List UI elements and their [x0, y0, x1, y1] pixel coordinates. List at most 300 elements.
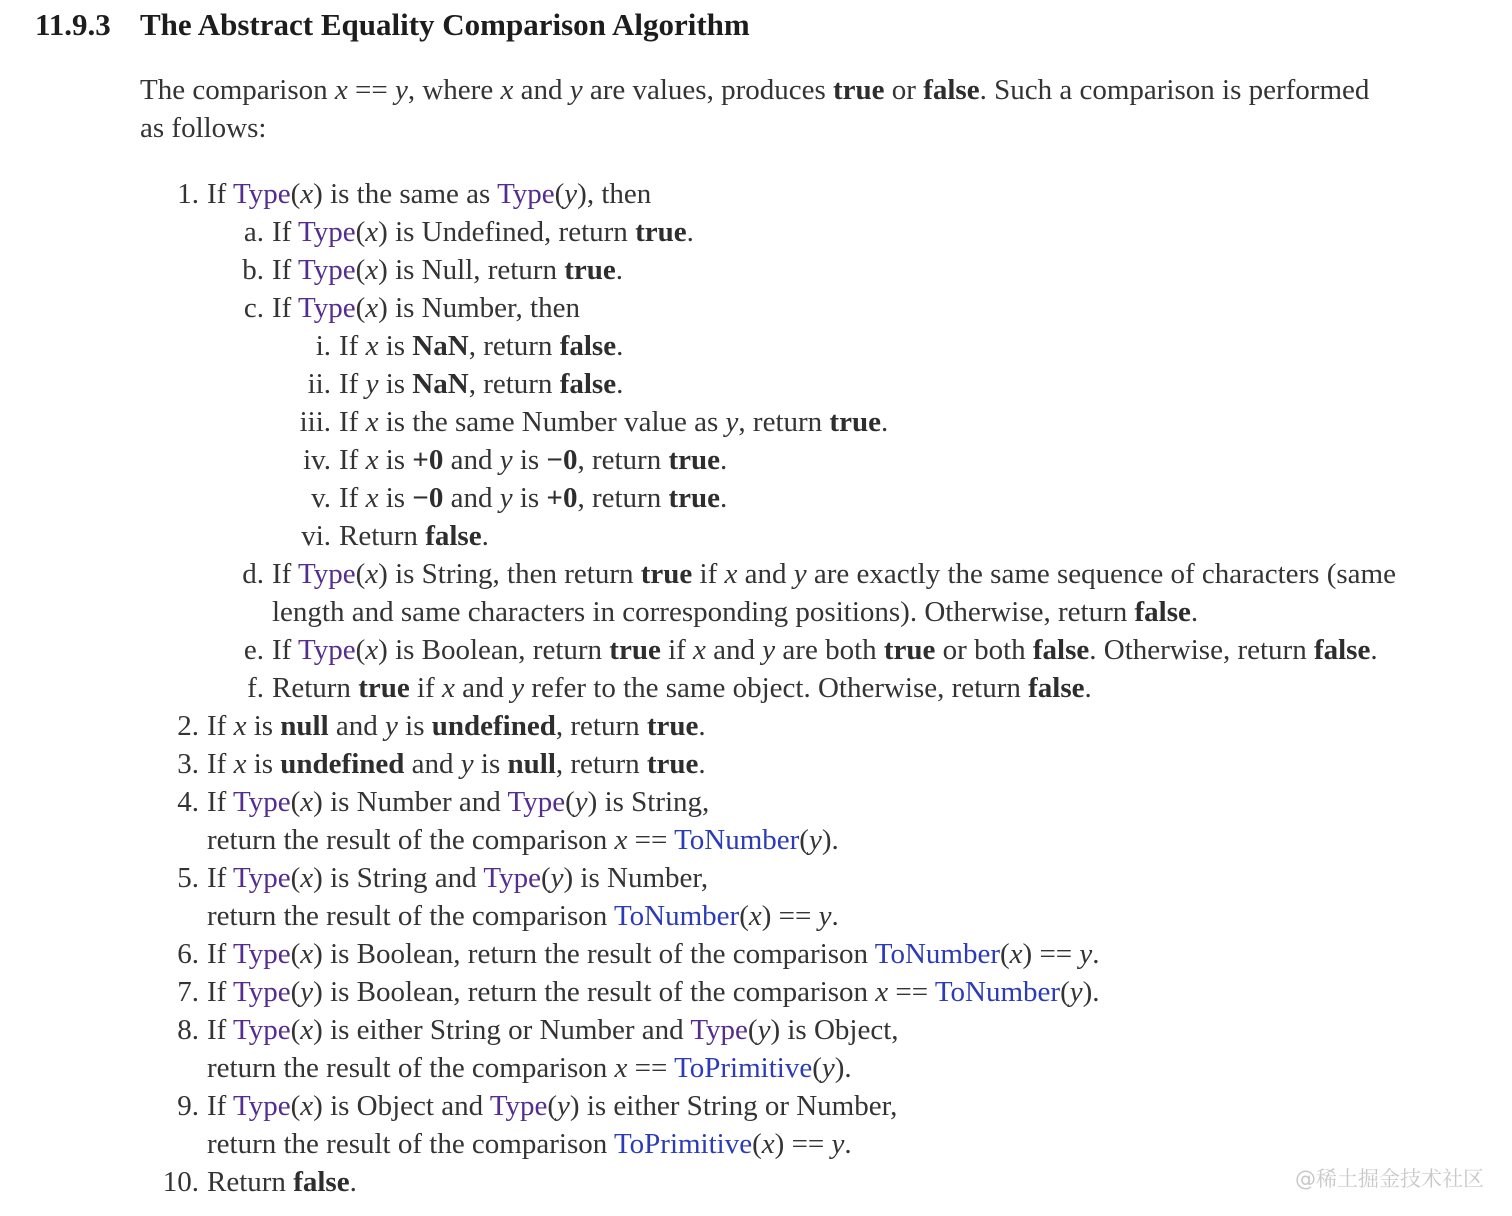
- list-item-1c: [207, 289, 1478, 555]
- list-marker-7: 7.: [177, 976, 199, 1008]
- text-span: return the result of the comparison: [207, 824, 615, 856]
- text-span: as follows:: [140, 112, 267, 144]
- text-span: .: [880, 406, 889, 438]
- list-marker-8: 8.: [177, 1014, 199, 1046]
- text-line: [207, 821, 1478, 859]
- text-line: [339, 517, 1478, 555]
- variable-span: x: [614, 1052, 628, 1084]
- type-link[interactable]: Type: [233, 1014, 291, 1046]
- text-span: .: [616, 368, 624, 400]
- text-span: If: [339, 444, 366, 476]
- type-link[interactable]: Type: [298, 254, 356, 286]
- text-span: is: [378, 444, 413, 476]
- text-span: and: [705, 634, 763, 666]
- text-span: is: [512, 482, 547, 514]
- type-link[interactable]: Type: [233, 1090, 291, 1122]
- keyword-span: undefined: [280, 748, 405, 780]
- variable-span: x: [614, 824, 628, 856]
- text-span: is: [473, 748, 508, 780]
- text-span: and: [737, 558, 794, 590]
- text-span: If: [272, 558, 299, 590]
- text-span: , return: [468, 368, 560, 400]
- text-line: [207, 1087, 1478, 1125]
- variable-span: y: [762, 634, 776, 666]
- keyword-span: undefined: [431, 710, 556, 742]
- text-span: is: [246, 710, 281, 742]
- toprimitive-link[interactable]: ToPrimitive: [613, 1128, 753, 1160]
- variable-span: x: [365, 254, 379, 286]
- keyword-span: +0: [412, 444, 444, 476]
- text-span: .: [698, 748, 706, 780]
- text-span: (: [999, 938, 1010, 970]
- text-span: (: [290, 1014, 301, 1046]
- variable-span: y: [550, 862, 564, 894]
- text-line: [207, 175, 1478, 213]
- text-line: [272, 593, 1478, 631]
- variable-span: x: [300, 786, 314, 818]
- text-line: [272, 631, 1478, 669]
- text-span: , return: [555, 748, 647, 780]
- list-item-4: [140, 783, 1478, 859]
- variable-span: y: [818, 900, 832, 932]
- text-span: .: [1370, 634, 1378, 666]
- type-link[interactable]: Type: [489, 1090, 548, 1122]
- list-item-1c-vi: [272, 517, 1478, 555]
- list-item-1e: [207, 631, 1478, 669]
- list-marker-9: 9.: [177, 1090, 199, 1122]
- list-item-1c-i: [272, 327, 1478, 365]
- list-item-content: [207, 707, 1478, 745]
- text-span: (: [290, 1090, 301, 1122]
- variable-span: y: [808, 824, 822, 856]
- variable-span: x: [748, 900, 762, 932]
- keyword-span: true: [833, 74, 885, 106]
- list-item-8: [140, 1011, 1478, 1087]
- keyword-span: NaN: [412, 368, 469, 400]
- variable-span: x: [365, 216, 379, 248]
- text-span: return the result of the comparison: [207, 900, 614, 932]
- text-span: (: [799, 824, 809, 856]
- text-span: (: [547, 1090, 558, 1122]
- text-line: [272, 251, 1478, 289]
- variable-span: y: [831, 1128, 845, 1160]
- variable-span: x: [300, 178, 314, 210]
- text-span: or: [884, 74, 924, 106]
- text-span: If: [272, 634, 299, 666]
- text-span: (: [355, 216, 366, 248]
- variable-span: x: [875, 976, 889, 1008]
- variable-span: x: [300, 1014, 314, 1046]
- keyword-span: true: [883, 634, 936, 666]
- text-span: ) is Number,: [563, 862, 709, 894]
- text-span: if: [660, 634, 694, 666]
- text-span: ) is Boolean, return the result of the comparison: [313, 976, 876, 1008]
- list-marker-2: 2.: [177, 710, 199, 742]
- text-span: ) is either String or Number and: [313, 1014, 691, 1046]
- text-span: is: [378, 482, 413, 514]
- list-item-content: [272, 213, 1478, 251]
- list-item-content: [207, 1087, 1478, 1163]
- text-span: ) is String,: [587, 786, 710, 818]
- text-span: (: [290, 178, 301, 210]
- list-marker-10: 10.: [162, 1166, 199, 1198]
- text-span: (: [355, 634, 366, 666]
- keyword-span: true: [564, 254, 616, 286]
- type-link[interactable]: Type: [233, 938, 291, 970]
- text-span: , return: [738, 406, 830, 438]
- text-span: , return: [468, 330, 560, 362]
- variable-span: x: [365, 406, 379, 438]
- text-span: If: [207, 1090, 234, 1122]
- text-span: If: [207, 786, 234, 818]
- type-link[interactable]: Type: [690, 1014, 748, 1046]
- text-span: (: [812, 1052, 822, 1084]
- keyword-span: true: [646, 748, 699, 780]
- text-span: and: [454, 672, 512, 704]
- text-span: (: [355, 254, 366, 286]
- section-number: 11.9.3: [35, 7, 111, 42]
- toprimitive-link[interactable]: ToPrimitive: [674, 1052, 813, 1084]
- tonumber-link[interactable]: ToNumber: [674, 824, 800, 856]
- text-span: .: [1190, 596, 1199, 628]
- variable-span: x: [441, 672, 455, 704]
- list-item-content: [272, 669, 1478, 707]
- variable-span: x: [761, 1128, 775, 1160]
- keyword-span: true: [640, 558, 693, 590]
- list-marker-3: 3.: [177, 748, 199, 780]
- variable-span: y: [365, 368, 379, 400]
- keyword-span: −0: [412, 482, 444, 514]
- variable-span: y: [757, 1014, 771, 1046]
- variable-span: y: [821, 1052, 835, 1084]
- section-heading: [0, 0, 1512, 45]
- text-span: .: [686, 216, 694, 248]
- text-span: (: [355, 558, 366, 590]
- text-span: ==: [888, 976, 935, 1008]
- text-span: If: [272, 216, 299, 248]
- text-span: (: [540, 862, 551, 894]
- text-span: If: [272, 254, 299, 286]
- list-item-1c-v: [272, 479, 1478, 517]
- variable-span: y: [499, 444, 513, 476]
- tonumber-link[interactable]: ToNumber: [874, 938, 1000, 970]
- type-link[interactable]: Type: [233, 976, 291, 1008]
- sublist: [272, 327, 1478, 555]
- list-item-1b: [207, 251, 1478, 289]
- text-span: If: [207, 976, 234, 1008]
- text-line: [207, 1011, 1478, 1049]
- list-item-content: [207, 1011, 1478, 1087]
- text-span: (: [1060, 976, 1070, 1008]
- text-span: ) is Undefined, return: [378, 216, 636, 248]
- keyword-span: false: [1313, 634, 1371, 666]
- keyword-span: false: [293, 1166, 350, 1198]
- list-item-9: [140, 1087, 1478, 1163]
- text-line: [339, 327, 1478, 365]
- text-line: [272, 669, 1478, 707]
- keyword-span: true: [829, 406, 881, 438]
- keyword-span: false: [1028, 672, 1085, 704]
- list-item-3: [140, 745, 1478, 783]
- list-marker-1c-i: i.: [315, 330, 331, 362]
- variable-span: y: [460, 748, 474, 780]
- text-span: If: [207, 1014, 234, 1046]
- list-marker-1d: d.: [242, 558, 264, 590]
- list-item-1a: [207, 213, 1478, 251]
- text-span: If: [207, 938, 234, 970]
- list-item-content: [207, 783, 1478, 859]
- text-span: , return: [577, 444, 669, 476]
- text-span: if: [409, 672, 442, 704]
- keyword-span: null: [280, 710, 329, 742]
- text-span: ==: [627, 824, 675, 856]
- text-span: ) is Number and: [313, 786, 508, 818]
- keyword-span: null: [507, 748, 556, 780]
- text-span: (: [290, 862, 301, 894]
- variable-span: y: [300, 976, 314, 1008]
- list-marker-1c: c.: [243, 292, 264, 324]
- text-span: and: [328, 710, 386, 742]
- text-span: .: [844, 1128, 852, 1160]
- text-line: [207, 897, 1478, 935]
- list-item-content: [339, 403, 1478, 441]
- keyword-span: true: [609, 634, 661, 666]
- tonumber-link[interactable]: ToNumber: [613, 900, 740, 932]
- text-span: If: [207, 862, 234, 894]
- type-link[interactable]: Type: [233, 178, 291, 210]
- text-line: [207, 935, 1478, 973]
- text-span: ) ==: [774, 1128, 832, 1160]
- text-span: ) is either String or Number,: [569, 1090, 898, 1122]
- text-span: are both: [775, 634, 884, 666]
- list-marker-1c-ii: ii.: [307, 368, 331, 400]
- variable-span: x: [334, 74, 348, 106]
- list-item-content: [339, 479, 1478, 517]
- variable-span: y: [511, 672, 525, 704]
- variable-span: x: [233, 710, 247, 742]
- list-item-content: [339, 517, 1478, 555]
- text-span: ) ==: [761, 900, 819, 932]
- list-marker-4: 4.: [177, 786, 199, 818]
- keyword-span: false: [1032, 634, 1090, 666]
- text-span: If: [339, 482, 366, 514]
- list-marker-1: 1.: [177, 178, 199, 210]
- text-span: if: [692, 558, 725, 590]
- text-line: [207, 745, 1478, 783]
- list-marker-1c-iii: iii.: [299, 406, 331, 438]
- variable-span: x: [724, 558, 738, 590]
- list-marker-1b: b.: [242, 254, 264, 286]
- text-line: [207, 1125, 1478, 1163]
- text-span: is: [246, 748, 281, 780]
- list-marker-1c-v: v.: [311, 482, 331, 514]
- text-span: ), then: [577, 178, 652, 210]
- text-span: .: [698, 710, 706, 742]
- text-span: ) is Null, return: [378, 254, 565, 286]
- text-span: (: [355, 292, 366, 324]
- text-line: [207, 973, 1478, 1011]
- text-span: .: [616, 330, 624, 362]
- text-span: return the result of the comparison: [207, 1052, 615, 1084]
- list-item-1d: [207, 555, 1478, 631]
- text-span: ) is String, then return: [378, 558, 641, 590]
- type-link[interactable]: Type: [233, 862, 291, 894]
- text-line: [339, 365, 1478, 403]
- tonumber-link[interactable]: ToNumber: [934, 976, 1061, 1008]
- list-item-content: [207, 973, 1478, 1011]
- variable-span: x: [365, 292, 379, 324]
- list-marker-1a: a.: [243, 216, 264, 248]
- intro-paragraph: [140, 71, 1478, 147]
- text-span: ).: [821, 824, 839, 856]
- text-span: ) is Boolean, return: [378, 634, 610, 666]
- text-span: return the result of the comparison: [207, 1128, 614, 1160]
- list-item-content: [339, 327, 1478, 365]
- variable-span: y: [564, 178, 578, 210]
- list-item-10: [140, 1163, 1478, 1201]
- keyword-span: false: [1134, 596, 1191, 628]
- list-marker-5: 5.: [177, 862, 199, 894]
- text-line: [207, 1163, 1478, 1201]
- list-marker-1c-iv: iv.: [303, 444, 331, 476]
- text-span: ).: [1082, 976, 1100, 1008]
- text-line: [207, 783, 1478, 821]
- list-item-1c-iii: [272, 403, 1478, 441]
- text-span: If: [339, 406, 366, 438]
- variable-span: x: [365, 330, 379, 362]
- text-span: If: [272, 292, 299, 324]
- text-span: .: [1084, 672, 1092, 704]
- text-span: (: [752, 1128, 762, 1160]
- text-span: ) ==: [1022, 938, 1080, 970]
- section-title: The Abstract Equality Comparison Algorithm: [140, 7, 750, 42]
- type-link[interactable]: Type: [507, 786, 566, 818]
- text-span: is: [378, 330, 413, 362]
- list-item-2: [140, 707, 1478, 745]
- keyword-span: true: [646, 710, 699, 742]
- list-item-content: [207, 859, 1478, 935]
- text-span: is: [397, 710, 432, 742]
- variable-span: y: [574, 786, 588, 818]
- variable-span: y: [1069, 976, 1083, 1008]
- text-span: (: [290, 976, 301, 1008]
- text-span: Return: [339, 520, 426, 552]
- type-link[interactable]: Type: [298, 216, 356, 248]
- variable-span: x: [365, 482, 379, 514]
- list-marker-1c-vi: vi.: [301, 520, 331, 552]
- text-line: [339, 479, 1478, 517]
- list-item-content: [207, 175, 1478, 707]
- text-line: [339, 403, 1478, 441]
- type-link[interactable]: Type: [298, 292, 356, 324]
- variable-span: x: [365, 634, 379, 666]
- text-span: . Otherwise, return: [1089, 634, 1314, 666]
- text-line: [339, 441, 1478, 479]
- text-span: The comparison: [140, 74, 335, 106]
- type-link[interactable]: Type: [298, 634, 356, 666]
- watermark: @稀土掘金技术社区: [1295, 1167, 1484, 1191]
- text-span: is: [378, 368, 413, 400]
- text-span: If: [207, 748, 234, 780]
- text-span: , return: [577, 482, 669, 514]
- list-item-content: [207, 1163, 1478, 1201]
- list-item-content: [272, 289, 1478, 555]
- text-span: is the same Number value as: [378, 406, 726, 438]
- text-span: ==: [627, 1052, 675, 1084]
- variable-span: x: [233, 748, 247, 780]
- variable-span: x: [300, 862, 314, 894]
- keyword-span: false: [923, 74, 980, 106]
- text-span: If: [339, 330, 366, 362]
- keyword-span: +0: [546, 482, 578, 514]
- keyword-span: false: [425, 520, 482, 552]
- text-span: are exactly the same sequence of characters (same: [806, 558, 1396, 590]
- keyword-span: −0: [546, 444, 578, 476]
- text-span: length and same characters in corresponding positions). Otherwise, return: [272, 596, 1135, 628]
- text-span: .: [831, 900, 839, 932]
- text-span: (: [554, 178, 565, 210]
- text-span: , where: [407, 74, 501, 106]
- list-item-content: [207, 745, 1478, 783]
- text-span: ) is the same as: [313, 178, 498, 210]
- list-item-content: [272, 251, 1478, 289]
- text-span: , return: [555, 710, 647, 742]
- variable-span: y: [385, 710, 398, 742]
- variable-span: x: [300, 938, 314, 970]
- text-span: and: [443, 444, 500, 476]
- type-link[interactable]: Type: [233, 786, 291, 818]
- text-span: (: [739, 900, 749, 932]
- variable-span: x: [365, 444, 379, 476]
- type-link[interactable]: Type: [298, 558, 356, 590]
- list-item-1f: [207, 669, 1478, 707]
- list-item-5: [140, 859, 1478, 935]
- list-item-content: [272, 555, 1478, 631]
- algorithm-list: [140, 175, 1478, 1201]
- text-span: and: [404, 748, 461, 780]
- text-span: (: [290, 786, 301, 818]
- text-span: ).: [834, 1052, 852, 1084]
- text-span: .: [481, 520, 489, 552]
- text-line: [140, 109, 1478, 147]
- text-span: (: [565, 786, 575, 818]
- text-span: (: [747, 1014, 758, 1046]
- keyword-span: true: [358, 672, 410, 704]
- text-line: [207, 859, 1478, 897]
- text-span: If: [339, 368, 366, 400]
- list-item-1c-iv: [272, 441, 1478, 479]
- text-span: . Such a comparison is performed: [979, 74, 1370, 106]
- variable-span: y: [569, 74, 583, 106]
- variable-span: x: [500, 74, 514, 106]
- list-item-content: [339, 441, 1478, 479]
- text-span: ) is String and: [313, 862, 484, 894]
- text-span: or both: [935, 634, 1033, 666]
- list-marker-1e: e.: [243, 634, 264, 666]
- keyword-span: true: [635, 216, 687, 248]
- keyword-span: false: [559, 368, 617, 400]
- text-span: are values, produces: [582, 74, 834, 106]
- list-marker-1f: f.: [247, 672, 264, 704]
- list-item-6: [140, 935, 1478, 973]
- type-link[interactable]: Type: [483, 862, 541, 894]
- variable-span: x: [300, 1090, 314, 1122]
- type-link[interactable]: Type: [497, 178, 555, 210]
- section-body: [140, 71, 1478, 1201]
- text-span: .: [1092, 938, 1100, 970]
- variable-span: y: [1079, 938, 1093, 970]
- keyword-span: false: [559, 330, 617, 362]
